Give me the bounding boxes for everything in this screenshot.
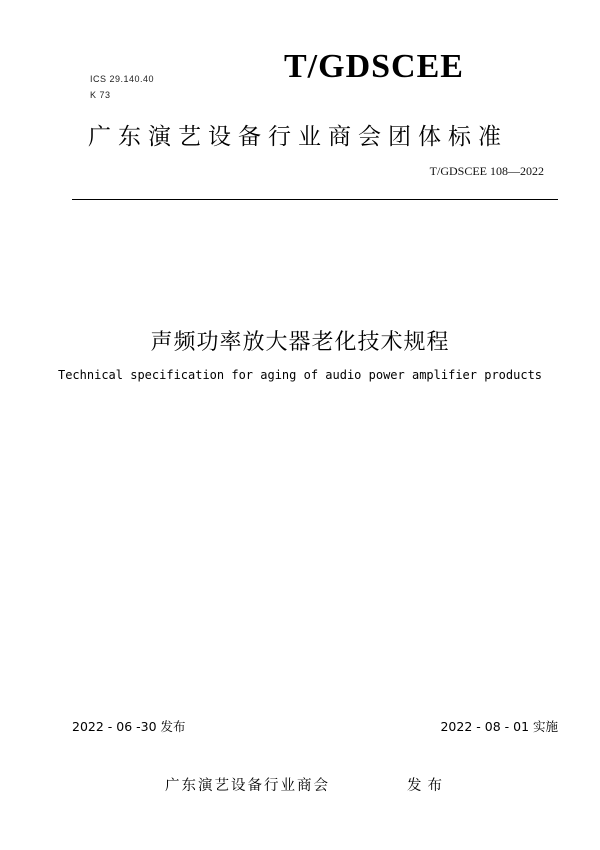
- header-divider: [72, 199, 558, 200]
- ccs-code: K 73: [90, 90, 111, 100]
- publish-label: 发布: [407, 778, 448, 794]
- document-title-english: Technical specification for aging of audio power amplifier products: [57, 368, 543, 382]
- implementation-date: 2022 - 08 - 01 实施: [440, 719, 558, 734]
- standard-number: T/GDSCEE 108—2022: [429, 164, 544, 178]
- ics-code: ICS 29.140.40: [90, 74, 155, 84]
- organization-standard-title: 广东演艺设备行业商会团体标准: [88, 124, 508, 150]
- document-title-chinese: 声频功率放大器老化技术规程: [150, 330, 450, 355]
- brand-logo-text: T/GDSCEE: [284, 48, 464, 85]
- issue-date: 2022 - 06 -30 发布: [72, 719, 186, 734]
- publisher-name: 广东演艺设备行业商会: [165, 778, 330, 794]
